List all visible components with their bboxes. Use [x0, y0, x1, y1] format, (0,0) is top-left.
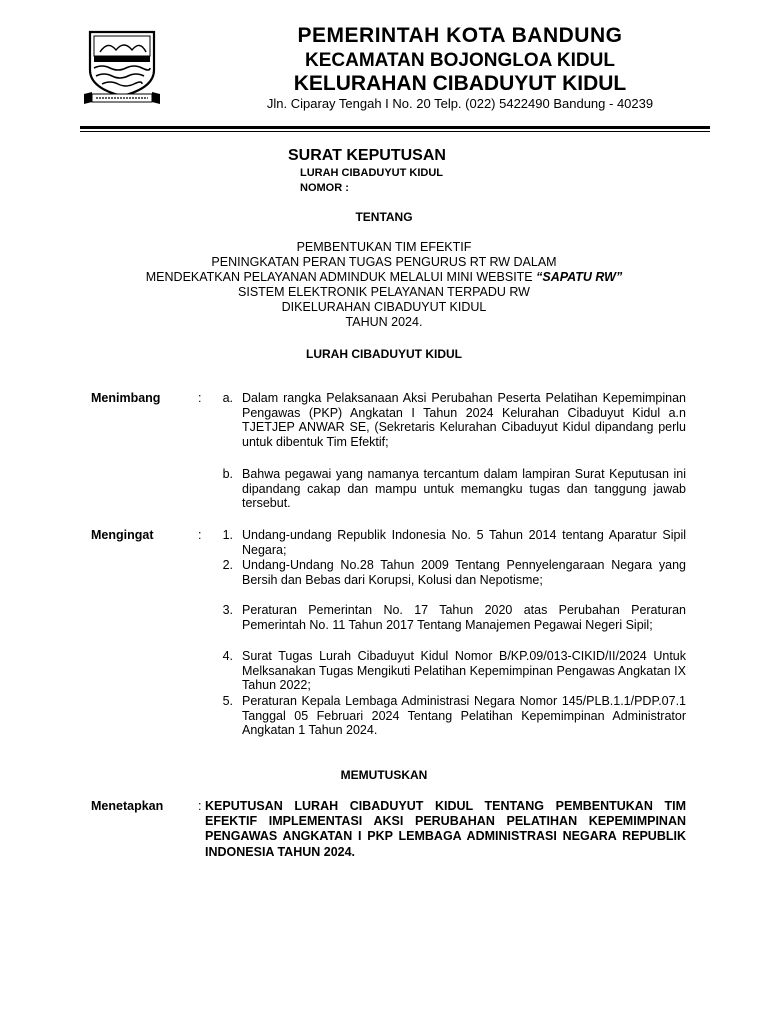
- letterhead-line1: PEMERINTAH KOTA BANDUNG: [297, 24, 623, 47]
- subject-line: PENINGKATAN PERAN TUGAS PENGURUS RT RW DALAM: [211, 255, 557, 269]
- mengingat-item: Surat Tugas Lurah Cibaduyut Kidul Nomor B/KP.09/013-CIKID/II/2024 Untuk Melksanakan Tugas Mengikuti Pelatihan Kepemimpinan Pengawas Angkatan IX Tahun 2022;: [242, 649, 686, 693]
- menimbang-item: Dalam rangka Pelaksanaan Aksi Perubahan Peserta Pelatihan Kepemimpinan Pengawas (PKP) Angkatan I Tahun 2024 Kelurahan Cibaduyut Kidul a.n TJETJEP ANWAR SE, (Sekretaris Kelurahan Cibaduyut Kidul dipandang perlu untuk dibentuk Tim Efektif;: [242, 391, 686, 449]
- mengingat-item: Peraturan Pemerintan No. 17 Tahun 2020 atas Perubahan Peraturan Pemerintah No. 11 Tahun 2017 Tentang Manajemen Pegawai Negeri Sipil;: [242, 603, 686, 632]
- mengingat-item: Undang-Undang No.28 Tahun 2009 Tentang Pennyelengaraan Negara yang Bersih dan Bebas dari Korupsi, Kolusi dan Nepotisme;: [242, 558, 686, 587]
- letterhead-line3: KELURAHAN CIBADUYUT KIDUL: [293, 72, 627, 95]
- menimbang-label: Menimbang: [91, 391, 161, 405]
- mengingat-label: Mengingat: [91, 528, 154, 542]
- subject-line: DIKELURAHAN CIBADUYUT KIDUL: [281, 300, 487, 314]
- item-number: 5.: [222, 694, 233, 708]
- letterhead-line2: KECAMATAN BOJONGLOA KIDUL: [305, 50, 615, 71]
- subject-line-text: MENDEKATKAN PELAYANAN ADMINDUK MELALUI MINI WEBSITE: [145, 270, 537, 284]
- subject-line: PEMBENTUKAN TIM EFEKTIF: [296, 240, 472, 254]
- letterhead-rule-thick: [80, 126, 710, 129]
- city-emblem-icon: [84, 26, 160, 106]
- colon: :: [198, 799, 202, 813]
- tentang-heading: TENTANG: [355, 210, 413, 224]
- item-number: b.: [222, 467, 233, 481]
- mengingat-item: Undang-undang Republik Indonesia No. 5 Tahun 2014 tentang Aparatur Sipil Negara;: [242, 528, 686, 557]
- item-number: a.: [222, 391, 233, 405]
- colon: :: [198, 391, 202, 405]
- subject-emphasis: “SAPATU RW”: [536, 270, 623, 284]
- mengingat-item: Peraturan Kepala Lembaga Administrasi Negara Nomor 145/PLB.1.1/PDP.07.1 Tanggal 05 Februari 2024 Tentang Pelatihan Kepemimpinan Administrator Angkatan 1 Tahun 2024.: [242, 694, 686, 738]
- subject-line: SISTEM ELEKTRONIK PELAYANAN TERPADU RW: [238, 285, 530, 299]
- decree-title: SURAT KEPUTUSAN: [288, 147, 446, 164]
- letterhead-address: Jln. Ciparay Tengah I No. 20 Telp. (022) 5422490 Bandung - 40239: [266, 96, 654, 111]
- subject-line: TAHUN 2024.: [345, 315, 423, 329]
- decree-issuer: LURAH CIBADUYUT KIDUL: [300, 167, 443, 179]
- item-number: 2.: [222, 558, 233, 572]
- item-number: 4.: [222, 649, 233, 663]
- menetapkan-text: KEPUTUSAN LURAH CIBADUYUT KIDUL TENTANG PEMBENTUKAN TIM EFEKTIF IMPLEMENTASI AKSI PERUBAHAN PELATIHAN KEPEMIMPINAN PENGAWAS ANGKATAN I PKP LEMBAGA ADMINISTRASI NEGARA REPUBLIK INDONESIA TAHUN 2024.: [205, 799, 686, 859]
- letterhead-rule-thin: [80, 131, 710, 132]
- menetapkan-label: Menetapkan: [91, 799, 164, 813]
- colon: :: [198, 528, 202, 542]
- item-number: 1.: [222, 528, 233, 542]
- menimbang-item: Bahwa pegawai yang namanya tercantum dalam lampiran Surat Keputusan ini dipandang cakap dan mampu untuk memangku tugas dan tanggung jawab tersebut.: [242, 467, 686, 511]
- decree-number: NOMOR :: [300, 182, 349, 194]
- item-number: 3.: [222, 603, 233, 617]
- lurah-heading: LURAH CIBADUYUT KIDUL: [306, 347, 462, 361]
- subject-line: [0, 270, 768, 284]
- memutuskan-heading: MEMUTUSKAN: [340, 768, 428, 782]
